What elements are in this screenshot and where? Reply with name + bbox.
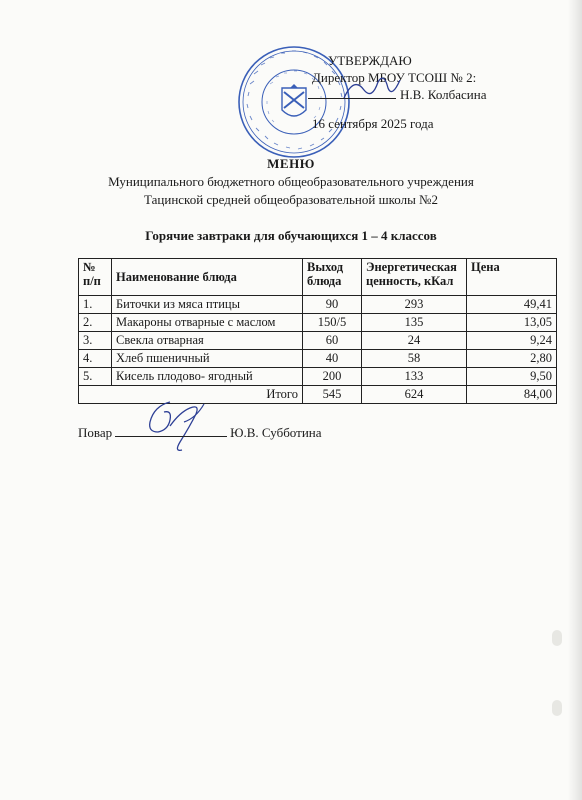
cell-energy: 293	[362, 296, 467, 314]
approval-title: УТВЕРЖДАЮ	[328, 53, 412, 68]
cell-name: Хлеб пшеничный	[112, 350, 303, 368]
cook-signature-line	[115, 424, 227, 437]
organization-line-1: Муниципального бюджетного общеобразовательного учреждения	[108, 174, 474, 189]
header-price: Цена	[467, 259, 557, 296]
cell-num: 5.	[79, 368, 112, 386]
cook-name: Ю.В. Субботина	[230, 425, 322, 440]
cell-price: 9,24	[467, 332, 557, 350]
cell-price: 49,41	[467, 296, 557, 314]
cell-num: 4.	[79, 350, 112, 368]
table-header-row	[79, 259, 557, 296]
header-num: № п/п	[79, 259, 112, 296]
cell-name: Макароны отварные с маслом	[112, 314, 303, 332]
cell-output: 150/5	[303, 314, 362, 332]
cell-output: 90	[303, 296, 362, 314]
approval-post: Директор МБОУ ТСОШ № 2:	[312, 70, 477, 85]
cell-name: Биточки из мяса птицы	[112, 296, 303, 314]
table-row	[79, 332, 557, 350]
table-row	[79, 350, 557, 368]
cell-energy: 135	[362, 314, 467, 332]
cell-price: 13,05	[467, 314, 557, 332]
table-row	[79, 296, 557, 314]
cell-energy: 133	[362, 368, 467, 386]
cell-energy: 24	[362, 332, 467, 350]
cell-energy: 58	[362, 350, 467, 368]
menu-table	[78, 258, 557, 404]
approval-date: 16 сентября 2025 года	[312, 116, 434, 131]
binder-hole	[552, 700, 562, 716]
cell-num: 1.	[79, 296, 112, 314]
cell-output: 60	[303, 332, 362, 350]
approval-signer: Н.В. Колбасина	[400, 87, 487, 102]
director-signature	[338, 68, 408, 108]
table-row	[79, 314, 557, 332]
total-price: 84,00	[467, 386, 557, 404]
cell-price: 9,50	[467, 368, 557, 386]
cell-name: Кисель плодово- ягодный	[112, 368, 303, 386]
organization-line-2: Тацинской средней общеобразовательной школы №2	[144, 192, 438, 207]
document-title: МЕНЮ	[267, 156, 315, 171]
cook-role: Повар	[78, 425, 113, 440]
header-energy: Энергетическая ценность, кКал	[362, 259, 467, 296]
cell-price: 2,80	[467, 350, 557, 368]
cell-output: 200	[303, 368, 362, 386]
cook-signature-block	[78, 424, 322, 441]
cell-name: Свекла отварная	[112, 332, 303, 350]
binder-hole	[552, 630, 562, 646]
total-label: Итого	[79, 386, 303, 404]
cell-num: 3.	[79, 332, 112, 350]
page-edge-shadow	[568, 0, 582, 800]
cell-num: 2.	[79, 314, 112, 332]
menu-subtitle: Горячие завтраки для обучающихся 1 – 4 классов	[145, 228, 437, 243]
header-name: Наименование блюда	[112, 259, 303, 296]
table-row	[79, 368, 557, 386]
total-output: 545	[303, 386, 362, 404]
cell-output: 40	[303, 350, 362, 368]
total-energy: 624	[362, 386, 467, 404]
header-output: Выход блюда	[303, 259, 362, 296]
